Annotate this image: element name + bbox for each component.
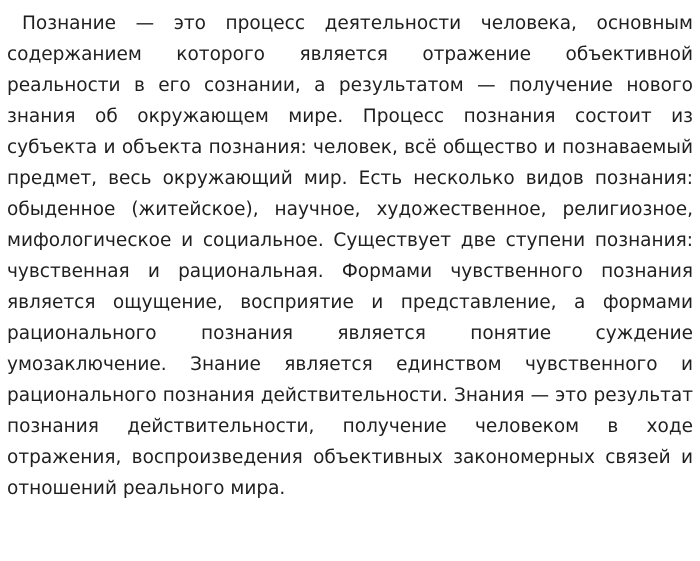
text-page <box>7 8 693 504</box>
body-paragraph: Познание — это процесс деятельности человека, основным содержанием которого является отражение объективной реальности в его сознании, а результатом — получение нового знания об окружающем мире. Процесс познания состоит из субъекта и объекта познания: человек, всё общество и познаваемый предмет, весь окружающий мир. Есть несколько видов познания: обыденное (житейское), научное, художественное, религиозное, мифологическое и социальное. Существует две ступени познания: чувственная и рациональная. Формами чувственного познания является ощущение, восприятие и представление, а формами рационального познания является понятие суждение умозаключение. Знание является единством чувственного и рационального познания действительности. Знания — это результат познания действительности, получение человеком в ходе отражения, воспроизведения объективных закономерных связей и отношений реального мира. <box>7 13 693 499</box>
